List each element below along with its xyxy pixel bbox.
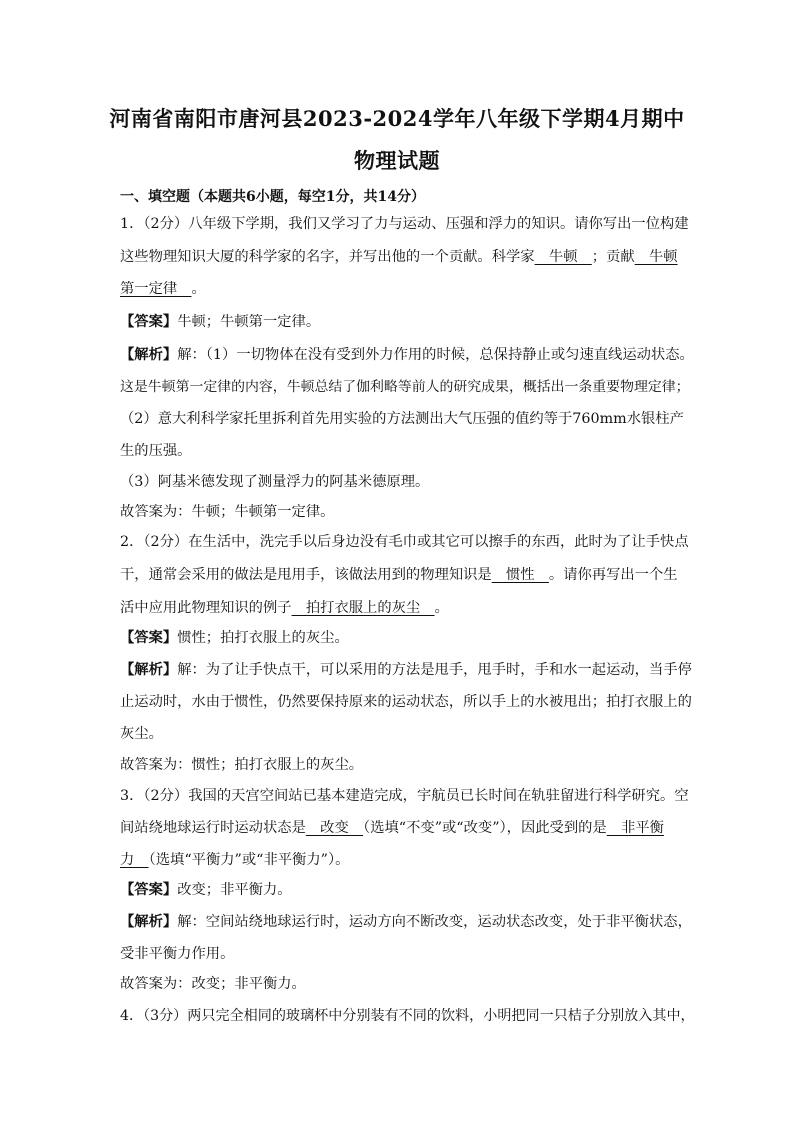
q3-line-3-text: （选填“平衡力”或“非平衡力”）。 (148, 852, 350, 868)
q2-blank-1: 惯性 (491, 567, 549, 583)
q2-analysis-3: 灰尘。 (120, 726, 163, 742)
q1-analysis-1 (120, 345, 694, 365)
q2-line-3-text: 活中应用此物理知识的例子 (120, 600, 292, 616)
q2-line-3 (120, 598, 680, 618)
analysis-text: 解：空间站绕地球运行时，运动方向不断改变，运动状态改变，处于非平衡状态， (177, 914, 692, 930)
q3-line-2 (120, 818, 680, 838)
answer-label: 【答案】 (120, 882, 178, 898)
answer-text: 惯性；拍打衣服上的灰尘。 (177, 630, 349, 646)
answer-label: 【答案】 (120, 630, 178, 646)
title-line-1: 河南省南阳市唐河县2023-2024学年八年级下学期4月期中 (109, 106, 685, 131)
q2-answer (120, 628, 680, 648)
q1-blank-2-cont: 第一定律 (120, 281, 192, 297)
q1-blank-1: 牛顿 (534, 249, 592, 265)
q3-blank-1: 改变 (305, 820, 364, 836)
q2-analysis-1 (120, 660, 692, 680)
q1-line-2-text-b: ；贡献 (591, 249, 635, 265)
analysis-text: 解：（1）一切物体在没有受到外力作用的时候，总保持静止或匀速直线运动状态。 (177, 347, 694, 363)
q2-line-1: 2．（2分）在生活中，洗完手以后身边没有毛巾或其它可以擦手的东西，此时为了让手快点 (120, 534, 689, 550)
analysis-text: 解：为了让手快点干，可以采用的方法是甩手，甩手时，手和水一起运动，当手停 (177, 662, 692, 678)
q1-analysis-5: （3）阿基米德发现了测量浮力的阿基米德原理。 (120, 474, 430, 490)
q1-analysis-3: （2）意大利科学家托里拆利首先用实验的方法测出大气压强的值约等于760mm水银柱产 (120, 411, 684, 427)
q1-line-3 (120, 279, 680, 299)
q2-analysis-2: 止运动时，水由于惯性，仍然要保持原来的运动状态，所以手上的水被甩出；拍打衣服上的 (120, 694, 692, 710)
q3-final: 故答案为：改变；非平衡力。 (120, 976, 306, 992)
q1-line-2-text: 这些物理知识大厦的科学家的名字，并写出他的一个贡献。科学家 (120, 249, 535, 265)
q2-line-2 (120, 565, 680, 585)
q3-answer (120, 880, 680, 900)
answer-text: 改变；非平衡力。 (177, 882, 292, 898)
q1-line-1: 1．（2分）八年级下学期，我们又学习了力与运动、压强和浮力的知识。请你写出一位构建 (120, 216, 689, 232)
q3-analysis-2: 受非平衡力作用。 (120, 946, 235, 962)
section-heading: 一、填空题（本题共6小题，每空1分，共14分） (120, 189, 425, 205)
answer-text: 牛顿；牛顿第一定律。 (177, 314, 321, 330)
q1-final: 故答案为：牛顿；牛顿第一定律。 (120, 504, 335, 520)
q2-blank-2: 拍打衣服上的灰尘 (291, 600, 435, 616)
q2-line-3-end: 。 (434, 600, 449, 616)
q1-analysis-4: 生的压强。 (120, 443, 192, 459)
answer-label: 【答案】 (120, 314, 178, 330)
analysis-label: 【解析】 (120, 347, 178, 363)
q3-line-1: 3．（2分）我国的天宫空间站已基本建造完成，宇航员已长时间在轨驻留进行科学研究。空 (120, 788, 689, 804)
q3-blank-2-cont: 力 (120, 852, 149, 868)
q1-line-2 (120, 247, 680, 267)
q3-analysis-1 (120, 912, 692, 932)
q3-line-3 (120, 850, 680, 870)
analysis-label: 【解析】 (120, 662, 178, 678)
q3-blank-2: 非平衡 (606, 820, 664, 836)
q2-line-2-text-b: 。请你再写出一个生 (548, 567, 678, 583)
q1-answer (120, 312, 680, 332)
title-line-2: 物理试题 (354, 148, 440, 173)
q2-line-2-text: 干，通常会采用的做法是甩用手，该做法用到的物理知识是 (120, 567, 492, 583)
q1-blank-2: 牛顿 (634, 249, 678, 265)
q4-line-1: 4．（3分）两只完全相同的玻璃杯中分别装有不同的饮料，小明把同一只桔子分别放入其中， (120, 1008, 695, 1024)
q1-line-3-end: 。 (191, 281, 206, 297)
analysis-label: 【解析】 (120, 914, 178, 930)
q1-analysis-2: 这是牛顿第一定律的内容，牛顿总结了伽利略等前人的研究成果，概括出一条重要物理定律； (120, 379, 690, 395)
q3-line-2-text: 间站绕地球运行时运动状态是 (120, 820, 306, 836)
q3-line-2-text-b: （选填“不变”或“改变”），因此受到的是 (363, 820, 607, 836)
q2-final: 故答案为：惯性；拍打衣服上的灰尘。 (120, 757, 364, 773)
